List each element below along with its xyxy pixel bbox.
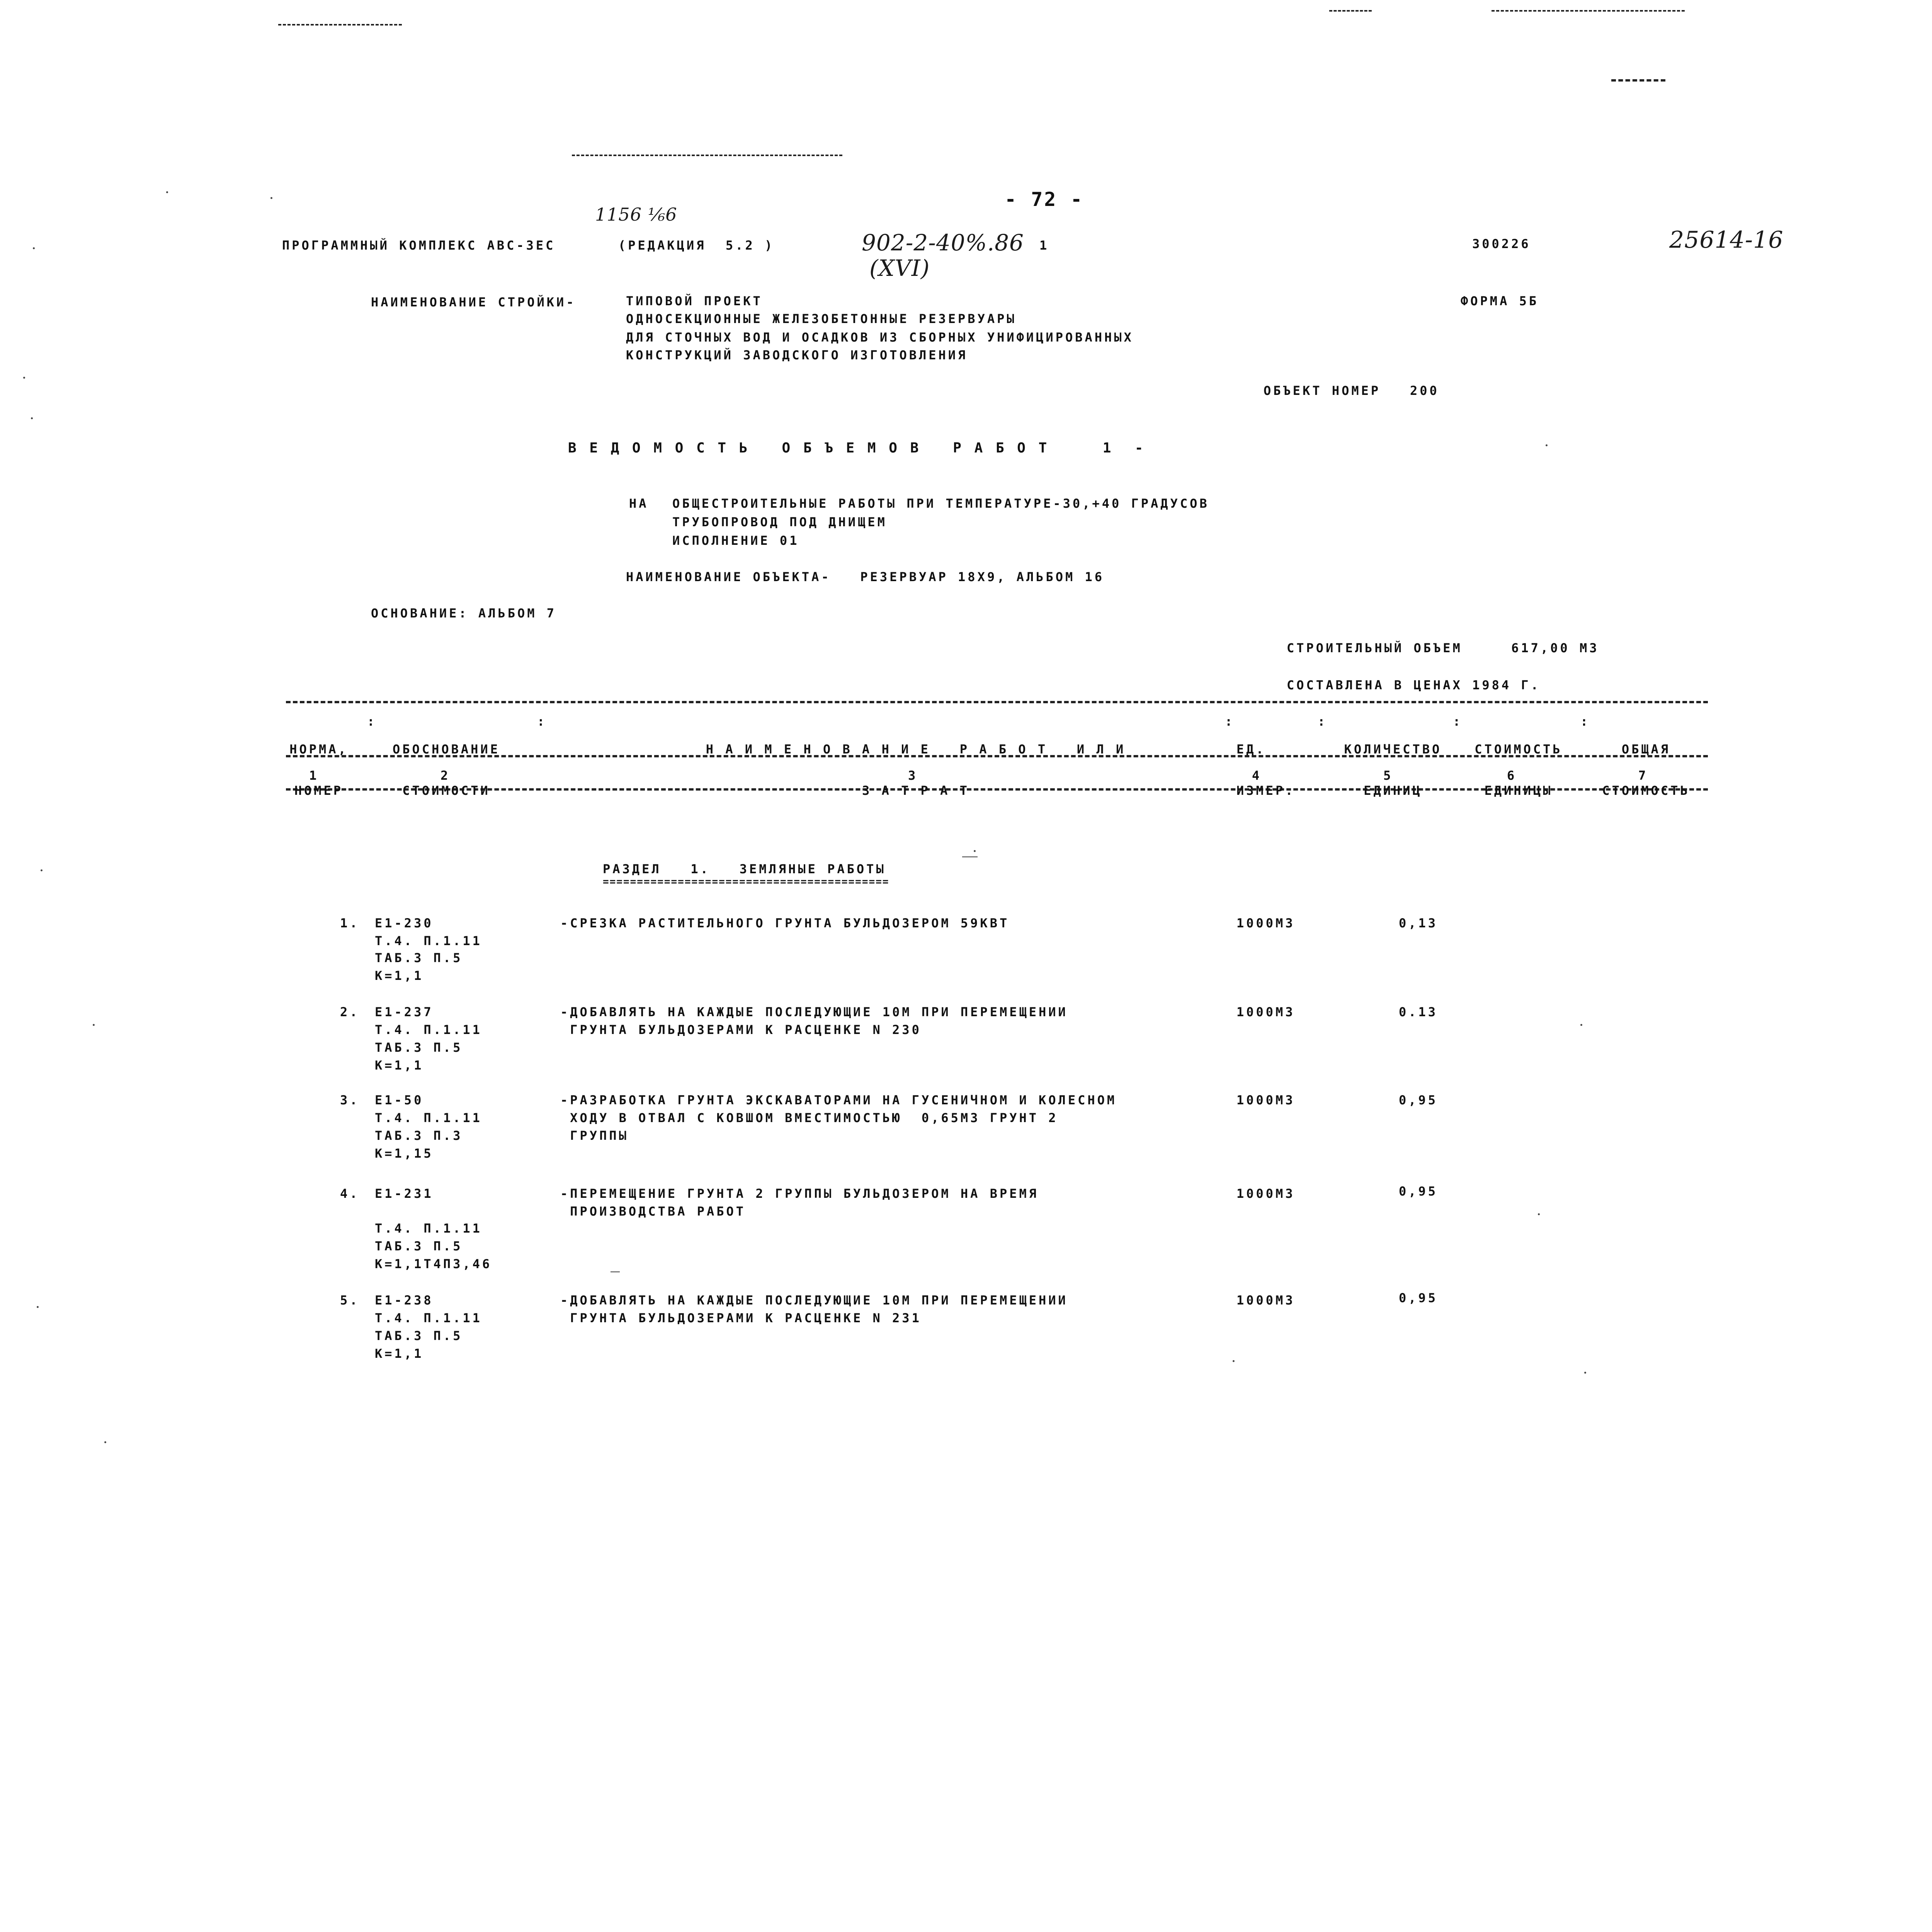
row-description: -ДОБАВЛЯТЬ НА КАЖДЫЕ ПОСЛЕДУЮЩИЕ 10М ПРИ ПЕРЕМЕЩЕНИИ xyxy=(560,1293,1068,1308)
row-norm-code: Е1-237 xyxy=(375,1005,434,1019)
scan-speck xyxy=(1538,1213,1540,1215)
scan-speck xyxy=(33,247,35,249)
stroyka-label: НАИМЕНОВАНИЕ СТРОЙКИ- xyxy=(371,295,576,310)
construction-volume: СТРОИТЕЛЬНЫЙ ОБЪЕМ 617,00 М3 xyxy=(1287,641,1599,655)
page-number: - 72 - xyxy=(1005,188,1084,211)
form-label: ФОРМА 5Б xyxy=(1461,294,1539,308)
row-basis-line: ТАБ.3 П.3 xyxy=(375,1128,463,1143)
scan-mark xyxy=(611,1271,620,1272)
basis-note: ОСНОВАНИЕ: АЛЬБОМ 7 xyxy=(371,606,557,621)
row-norm-code: Е1-231 xyxy=(375,1186,434,1201)
row-description: -ДОБАВЛЯТЬ НА КАЖДЫЕ ПОСЛЕДУЮЩИЕ 10М ПРИ ПЕРЕМЕЩЕНИИ xyxy=(560,1005,1068,1019)
col-header-line: СТОИМОСТЬ xyxy=(1602,783,1690,798)
table-rule xyxy=(286,701,1708,703)
row-description: ГРУНТА БУЛЬДОЗЕРАМИ К РАСЦЕНКЕ N 231 xyxy=(560,1311,922,1325)
col-header-line: ИЗМЕР. xyxy=(1236,783,1295,798)
row-description: -ПЕРЕМЕЩЕНИЕ ГРУНТА 2 ГРУППЫ БУЛЬДОЗЕРОМ НА ВРЕМЯ xyxy=(560,1186,1039,1201)
col-header-unit xyxy=(1236,715,1310,826)
row-quantity: 0,95 xyxy=(1399,1291,1438,1305)
row-number: 5. xyxy=(340,1293,360,1308)
row-description: ГРУНТА БУЛЬДОЗЕРАМИ К РАСЦЕНКЕ N 230 xyxy=(560,1022,922,1037)
row-basis-line: ТАБ.3 П.5 xyxy=(375,1239,463,1253)
scan-speck xyxy=(270,197,272,199)
handwritten-project-code: 902-2-40%.86 xyxy=(862,230,1024,256)
col-header-line: СТОИМОСТЬ xyxy=(1475,742,1563,757)
stroyka-line: ДЛЯ СТОЧНЫХ ВОД И ОСАДКОВ ИЗ СБОРНЫХ УНИФИЦИРОВАННЫХ xyxy=(626,330,1134,345)
subject-line: ОБЩЕСТРОИТЕЛЬНЫЕ РАБОТЫ ПРИ ТЕМПЕРАТУРЕ-30,+40 ГРАДУСОВ xyxy=(672,496,1209,511)
col-separator: : xyxy=(1453,714,1463,729)
col-separator: : xyxy=(367,714,377,729)
subject-line: ТРУБОПРОВОД ПОД ДНИЩЕМ xyxy=(672,515,887,529)
price-basis: СОСТАВЛЕНА В ЦЕНАХ 1984 Г. xyxy=(1287,678,1541,692)
row-number: 1. xyxy=(340,916,360,930)
row-number: 3. xyxy=(340,1093,360,1107)
row-norm-code: Е1-230 xyxy=(375,916,434,930)
row-basis-line: Т.4. П.1.11 xyxy=(375,934,482,948)
row-description: ГРУППЫ xyxy=(560,1128,629,1143)
stroyka-line: ТИПОВОЙ ПРОЕКТ xyxy=(626,294,763,308)
row-number: 2. xyxy=(340,1005,360,1019)
row-basis-line: ТАБ.3 П.5 xyxy=(375,1040,463,1055)
column-number: 4 xyxy=(1252,768,1262,783)
row-quantity: 0,95 xyxy=(1399,1093,1438,1107)
col-separator: : xyxy=(1225,714,1235,729)
col-header-line: ОБОСНОВАНИЕ xyxy=(393,742,500,757)
row-basis-line: Т.4. П.1.11 xyxy=(375,1221,482,1236)
row-basis-line: ТАБ.3 П.5 xyxy=(375,1328,463,1343)
row-basis-line: Т.4. П.1.11 xyxy=(375,1022,482,1037)
column-number: 6 xyxy=(1507,768,1517,783)
row-unit: 1000М3 xyxy=(1236,1186,1295,1201)
row-unit: 1000М3 xyxy=(1236,1005,1295,1019)
section-heading: РАЗДЕЛ 1. ЗЕМЛЯНЫЕ РАБОТЫ xyxy=(603,862,886,876)
document-title: В Е Д О М О С Т Ь О Б Ъ Е М О В Р А Б О Т 1 - xyxy=(568,440,1146,456)
col-header-unit-cost xyxy=(1461,715,1577,826)
row-basis-line: К=1,1Т4П3,46 xyxy=(375,1257,492,1271)
document-code: 300226 xyxy=(1472,236,1531,251)
margin-dash xyxy=(1611,79,1665,82)
scan-speck xyxy=(41,869,43,871)
col-header-line: НОМЕР xyxy=(294,783,344,798)
scan-speck xyxy=(31,417,33,419)
row-description: -РАЗРАБОТКА ГРУНТА ЭКСКАВАТОРАМИ НА ГУСЕНИЧНОМ И КОЛЕСНОМ xyxy=(560,1093,1117,1107)
row-basis-line: Т.4. П.1.11 xyxy=(375,1311,482,1325)
row-unit: 1000М3 xyxy=(1236,1093,1295,1107)
row-quantity: 0,13 xyxy=(1399,916,1438,930)
handwritten-volume: (XVI) xyxy=(869,255,930,281)
col-separator: : xyxy=(1318,714,1328,729)
scan-mark xyxy=(962,856,978,857)
column-number: 3 xyxy=(908,768,918,783)
column-number: 5 xyxy=(1383,768,1393,783)
scan-speck xyxy=(1580,1024,1582,1026)
stroyka-line: ОДНОСЕКЦИОННЫЕ ЖЕЛЕЗОБЕТОННЫЕ РЕЗЕРВУАРЫ xyxy=(626,311,1017,326)
row-unit: 1000М3 xyxy=(1236,916,1295,930)
stroyka-line: КОНСТРУКЦИЙ ЗАВОДСКОГО ИЗГОТОВЛЕНИЯ xyxy=(626,348,968,362)
column-number: 7 xyxy=(1638,768,1648,783)
program-edition-tail: 1 xyxy=(1039,238,1049,253)
row-basis-line: К=1,1 xyxy=(375,968,424,983)
col-header-line: ОБЩАЯ xyxy=(1621,742,1671,757)
col-separator: : xyxy=(537,714,547,729)
scan-speck xyxy=(1233,1360,1235,1362)
row-basis-line: К=1,1 xyxy=(375,1058,424,1073)
col-header-line: КОЛИЧЕСТВО xyxy=(1344,742,1442,757)
row-norm-code: Е1-238 xyxy=(375,1293,434,1308)
col-separator: : xyxy=(1580,714,1590,729)
col-header-line: СТОИМОСТИ xyxy=(402,783,490,798)
section-underline: ========================================== xyxy=(603,876,889,888)
row-number: 4. xyxy=(340,1186,360,1201)
row-basis-line: К=1,15 xyxy=(375,1146,434,1161)
row-quantity: 0,95 xyxy=(1399,1184,1438,1199)
subject-line: ИСПОЛНЕНИЕ 01 xyxy=(672,533,799,548)
scan-speck xyxy=(166,191,168,193)
row-quantity: 0.13 xyxy=(1399,1005,1438,1019)
scan-speck xyxy=(1546,444,1548,446)
col-header-line: Н А И М Е Н О В А Н И Е Р А Б О Т И Л И xyxy=(706,742,1126,757)
column-number: 2 xyxy=(440,768,451,783)
object-name: НАИМЕНОВАНИЕ ОБЪЕКТА- РЕЗЕРВУАР 18Х9, АЛЬБОМ 16 xyxy=(626,570,1105,584)
row-basis-line: К=1,1 xyxy=(375,1346,424,1361)
program-edition: (РЕДАКЦИЯ 5.2 ) xyxy=(618,238,775,253)
column-number: 1 xyxy=(309,768,319,783)
handwritten-archive-no: 25614-16 xyxy=(1669,226,1784,253)
row-description: -СРЕЗКА РАСТИТЕЛЬНОГО ГРУНТА БУЛЬДОЗЕРОМ 59КВТ xyxy=(560,916,1010,930)
row-unit: 1000М3 xyxy=(1236,1293,1295,1308)
scan-speck xyxy=(23,377,25,379)
subject-prefix: НА xyxy=(629,496,649,511)
object-number: ОБЪЕКТ НОМЕР 200 xyxy=(1264,383,1439,398)
row-norm-code: Е1-50 xyxy=(375,1093,424,1107)
margin-dash xyxy=(278,24,402,26)
margin-dash xyxy=(1329,10,1372,12)
scan-speck xyxy=(37,1306,39,1308)
scan-speck xyxy=(974,850,976,852)
row-description: ПРОИЗВОДСТВА РАБОТ xyxy=(560,1204,746,1219)
col-header-line: ЕДИНИЦ xyxy=(1364,783,1422,798)
col-header-line: ЕД. xyxy=(1236,742,1266,757)
row-basis-line: ТАБ.3 П.5 xyxy=(375,951,463,965)
col-header-line: ЕДИНИЦЫ xyxy=(1484,783,1553,798)
row-basis-line: Т.4. П.1.11 xyxy=(375,1111,482,1125)
row-description: ХОДУ В ОТВАЛ С КОВШОМ ВМЕСТИМОСТЬЮ 0,65М3 ГРУНТ 2 xyxy=(560,1111,1058,1125)
col-header-line: НОРМА, xyxy=(289,742,348,757)
scan-speck xyxy=(1584,1372,1586,1374)
col-header-line: З А Т Р А Т xyxy=(862,783,969,798)
margin-dash xyxy=(1492,10,1685,12)
scan-speck xyxy=(104,1441,106,1443)
program-name: ПРОГРАММНЫЙ КОМПЛЕКС АВС-3ЕС xyxy=(282,238,556,253)
scan-speck xyxy=(93,1024,95,1026)
margin-dash xyxy=(572,155,842,156)
handwritten-ref: 1156 ⅙6 xyxy=(595,204,677,225)
